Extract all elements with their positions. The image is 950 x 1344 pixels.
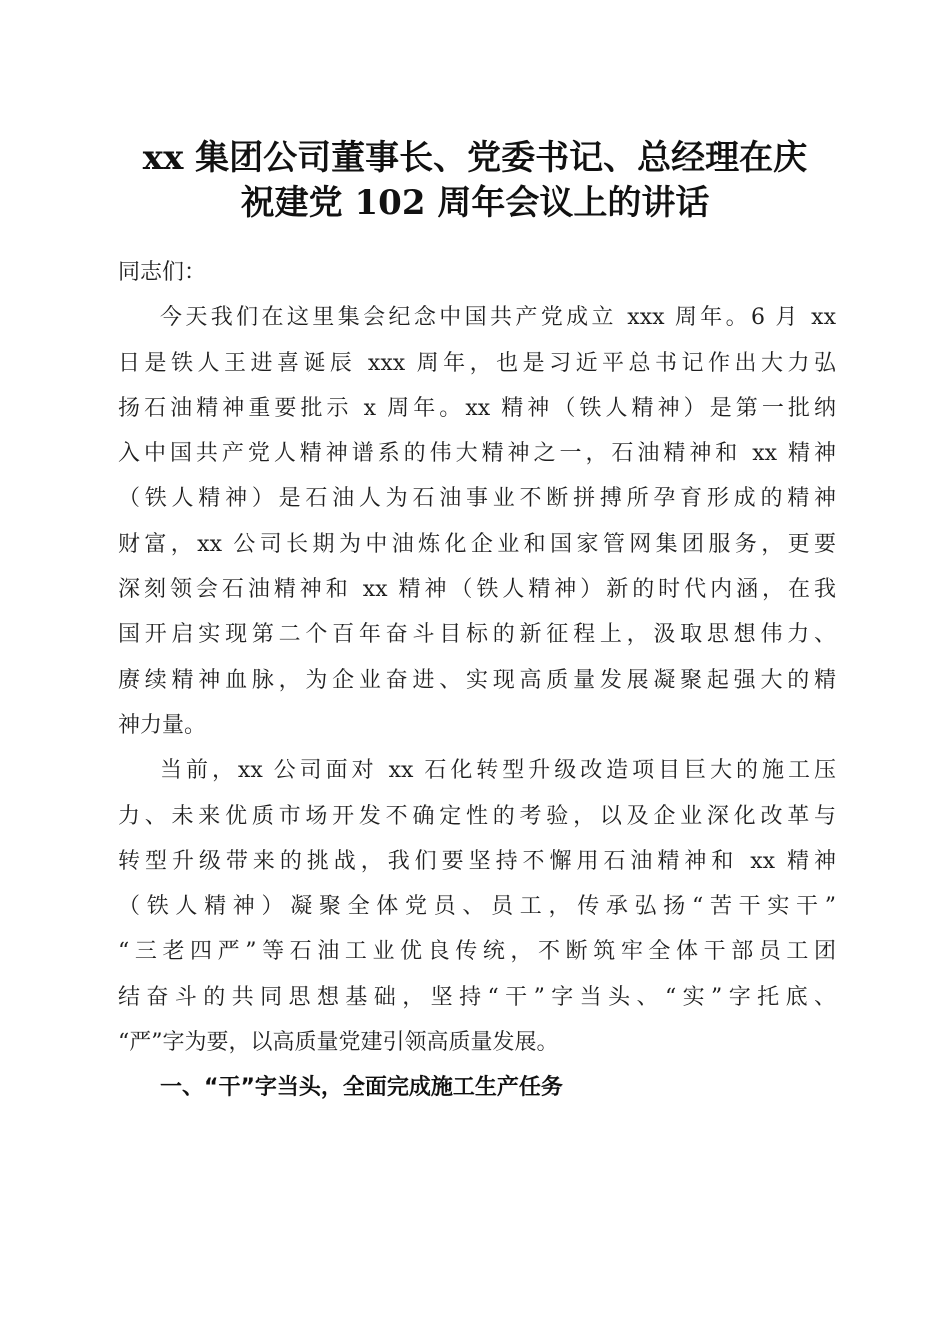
document-title bbox=[100, 136, 850, 226]
text-line: 深刻领会石油精神和 xx 精神（铁人精神）新的时代内涵，在我 bbox=[118, 577, 836, 603]
title-line: 祝建党 102 周年会议上的讲话 bbox=[240, 183, 710, 223]
paragraph-2 bbox=[118, 748, 836, 1065]
text-line: 入中国共产党人精神谱系的伟大精神之一，石油精神和 xx 精神 bbox=[118, 441, 836, 467]
text-line: “三老四严”等石油工业优良传统，不断筑牢全体干部员工团 bbox=[118, 939, 836, 965]
text-line: 力、未来优质市场开发不确定性的考验，以及企业深化改革与 bbox=[118, 803, 836, 829]
document-body bbox=[118, 250, 836, 1111]
text-line: 财富，xx 公司长期为中油炼化企业和国家管网集团服务，更要 bbox=[118, 531, 836, 557]
text-line: “严”字为要，以高质量党建引领高质量发展。 bbox=[118, 1030, 559, 1056]
text-line: 当前，xx 公司面对 xx 石化转型升级改造项目巨大的施工压 bbox=[160, 758, 836, 784]
text-line: 扬石油精神重要批示 x 周年。xx 精神（铁人精神）是第一批纳 bbox=[118, 395, 836, 421]
paragraph-1 bbox=[118, 295, 836, 748]
text-line: 国开启实现第二个百年奋斗目标的新征程上，汲取思想伟力、 bbox=[118, 622, 836, 648]
text-line: 神力量。 bbox=[118, 712, 207, 738]
title-line: xx 集团公司董事长、党委书记、总经理在庆 bbox=[142, 138, 808, 178]
text-line: 今天我们在这里集会纪念中国共产党成立 xxx 周年。6 月 xx bbox=[160, 305, 836, 331]
text-line: （铁人精神）是石油人为石油事业不断拼搏所孕育形成的精神 bbox=[118, 486, 836, 512]
text-line: 结奋斗的共同思想基础，坚持“干”字当头、“实”字托底、 bbox=[118, 984, 836, 1010]
text-line: （铁人精神）凝聚全体党员、员工，传承弘扬“苦干实干” bbox=[118, 894, 836, 920]
text-line: 转型升级带来的挑战，我们要坚持不懈用石油精神和 xx 精神 bbox=[118, 848, 836, 874]
salutation: 同志们： bbox=[118, 260, 207, 285]
section-heading: 一、“干”字当头，全面完成施工生产任务 bbox=[160, 1075, 563, 1101]
text-line: 日是铁人王进喜诞辰 xxx 周年，也是习近平总书记作出大力弘 bbox=[118, 350, 836, 376]
text-line: 赓续精神血脉，为企业奋进、实现高质量发展凝聚起强大的精 bbox=[118, 667, 836, 693]
